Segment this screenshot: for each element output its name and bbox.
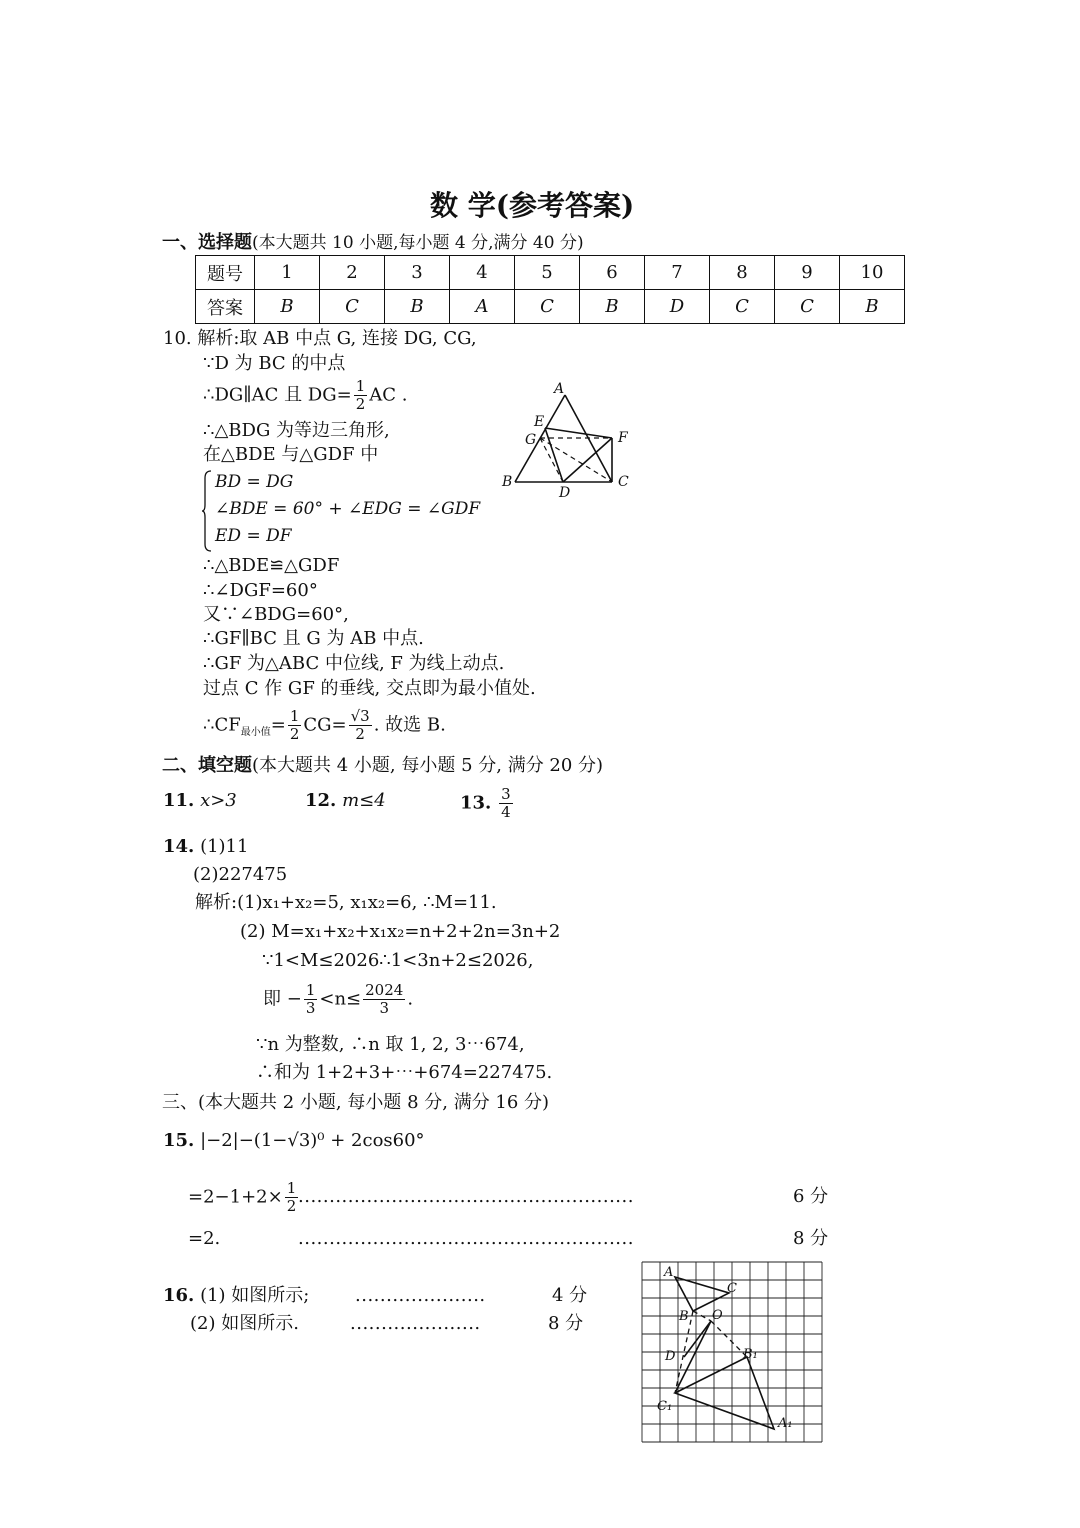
numerator: 1 [289,707,300,725]
section3-heading: 三、(本大题共 2 小题, 每小题 8 分, 满分 16 分) [162,1092,550,1113]
q-number: 15. [163,1130,195,1151]
label-B: B [502,474,513,490]
table-cell: 3 [385,256,450,290]
fraction [349,708,372,743]
fraction [499,786,513,821]
denominator: 4 [501,803,511,821]
numerator: 3 [501,785,511,803]
q16-part2-dots: ..................... [350,1313,481,1334]
label-D: D [665,1349,676,1364]
fraction [304,982,318,1017]
numerator: 1 [286,1179,297,1197]
table-cell: B [580,290,645,324]
label-C1: C₁ [657,1399,673,1414]
line-EF [545,428,612,438]
subscript: 最小值 [240,727,271,739]
numerator: 1 [355,377,366,395]
triangle-ABC [675,1277,729,1311]
text: <n≤ [319,988,362,1010]
section1-heading [162,228,584,254]
q15-step2-score: 8 分 [793,1228,829,1249]
q10-line: ∴∠DGF=60° [203,580,318,601]
q10-line: 过点 C 作 GF 的垂线, 交点即为最小值处. [203,678,536,699]
q10-line: ∴GF 为△ABC 中位线, F 为线上动点. [203,653,505,674]
label-D: D [559,485,571,501]
line-ED [545,428,563,482]
text: = [270,714,286,736]
fraction [363,982,405,1017]
numerator: 1 [305,981,316,999]
label-O: O [712,1308,723,1323]
page-title: 数 学(参考答案) [430,189,635,222]
q15-expression [163,1130,425,1152]
table-cell: 7 [645,256,710,290]
table-cell: 4 [450,256,515,290]
table-cell: 10 [840,256,905,290]
q10-line: ∵D 为 BC 的中点 [203,353,346,374]
system-brace [202,470,212,552]
text: CG= [303,714,347,736]
q15-step2: =2. [188,1228,221,1249]
q10-line: ∴△BDG 为等边三角形, [203,420,390,441]
section2-note: (本大题共 4 小题, 每小题 5 分, 满分 20 分) [252,755,604,776]
table-cell: 6 [580,256,645,290]
label-A: A [554,381,565,397]
text: 即 − [263,988,302,1010]
text: . 故选 B. [373,714,446,736]
label-C: C [727,1281,737,1296]
label-C: C [618,474,629,490]
q-number: 11. [163,790,195,811]
q14-explain: ∵1<M≤2026∴1<3n+2≤2026, [262,950,534,971]
q10-line: ∴△BDE≌△GDF [203,555,340,576]
table-cell: B [255,290,320,324]
denominator: 2 [355,395,366,413]
table-cell: C [775,290,840,324]
q15-step2-dots: ...................................................... [298,1228,634,1249]
fraction [354,378,368,413]
denominator: 3 [379,999,389,1017]
q10-line: 又∵∠BDG=60°, [203,604,349,625]
label-E: E [534,414,545,430]
fraction [288,708,302,743]
denominator: 3 [305,999,316,1017]
line-C1-to-O [675,1321,711,1393]
label-A1: A₁ [778,1416,793,1431]
system-eq-3: ED = DF [215,526,292,546]
table-cell: 1 [255,256,320,290]
label-F: F [618,430,628,446]
grid-figure [640,1260,832,1450]
triangle-figure [495,380,645,505]
table-cell: 9 [775,256,840,290]
table-row [196,290,905,324]
table-cell: 5 [515,256,580,290]
row-label-answer: 答案 [196,290,255,324]
label-B: B [679,1309,689,1324]
text: ∴CF [203,714,241,736]
fraction [285,1180,299,1215]
q10-line: 10. 解析:取 AB 中点 G, 连接 DG, CG, [163,328,477,349]
answer-text: m≤4 [342,790,386,811]
numerator: 2024 [365,981,404,999]
answer-13 [460,786,515,821]
section2-heading [162,751,603,777]
q10-line: ∴GF∥BC 且 G 为 AB 中点. [203,628,424,649]
denominator: 2 [289,725,300,743]
table-cell: A [450,290,515,324]
q14-explain: ∵n 为整数, ∴n 取 1, 2, 3⋯674, [256,1034,525,1055]
q14-explain: ∴和为 1+2+3+⋯+674=227475. [256,1062,553,1083]
expression: |−2|−(1−√3)⁰ + 2cos60° [200,1130,425,1151]
denominator: 2 [286,1197,297,1215]
label-A: A [664,1265,674,1280]
q-number: 13. [460,792,492,814]
q16-part1-score: 4 分 [552,1285,588,1306]
answer-11 [163,790,237,812]
section2-head: 二、填空题 [162,755,252,776]
label-B1: B₁ [743,1347,758,1362]
system-eq-2: ∠BDE = 60° + ∠EDG = ∠GDF [215,499,481,519]
text: =2−1+2× [188,1186,283,1208]
answer-12 [305,790,386,812]
q15-step1 [188,1180,300,1215]
table-cell: D [645,290,710,324]
answer-table [195,255,905,324]
text: (1) 如图所示; [200,1285,310,1306]
table-cell: B [385,290,450,324]
line-DF [563,438,612,482]
table-cell: 2 [320,256,385,290]
triangle-A1B1C1 [675,1357,774,1429]
q15-step1-dots: ...................................................... [298,1186,634,1207]
section1-note: (本大题共 10 小题,每小题 4 分,满分 40 分) [252,233,584,253]
answer-text: x>3 [200,790,237,811]
denominator: 2 [355,725,365,743]
text: AC . [369,384,408,406]
system-eq-1: BD = DG [215,472,294,492]
table-cell: B [840,290,905,324]
answer-text: (1)11 [200,836,249,857]
q16-part1 [163,1285,309,1307]
q-number: 12. [305,790,337,811]
text: . [407,988,414,1010]
numerator: √3 [350,707,370,725]
q10-line: 在△BDE 与△GDF 中 [203,444,379,465]
q16-part2: (2) 如图所示. [190,1313,299,1334]
q15-step1-score: 6 分 [793,1186,829,1207]
table-cell: C [710,290,775,324]
q-number: 14. [163,836,195,857]
answer-14 [163,836,248,858]
table-cell: 8 [710,256,775,290]
label-G: G [525,432,537,448]
section1-head: 一、选择题 [162,232,252,253]
text: ∴DG∥AC 且 DG= [203,384,352,406]
q14-explain-fraction [263,982,413,1017]
answer-14-2: (2)227475 [193,864,288,885]
line-GC-dashed [540,438,612,482]
q14-explain: 解析:(1)x₁+x₂=5, x₁x₂=6, ∴M=11. [195,892,497,913]
q16-part1-dots: ..................... [355,1285,486,1306]
row-label-question: 题号 [196,256,255,290]
table-cell: C [320,290,385,324]
q10-conclusion [203,708,446,744]
table-row [196,256,905,290]
table-cell: C [515,290,580,324]
q10-line-fraction [203,378,407,413]
q-number: 16. [163,1285,195,1306]
q16-part2-score: 8 分 [548,1313,584,1334]
q14-explain: (2) M=x₁+x₂+x₁x₂=n+2+2n=3n+2 [240,921,561,942]
